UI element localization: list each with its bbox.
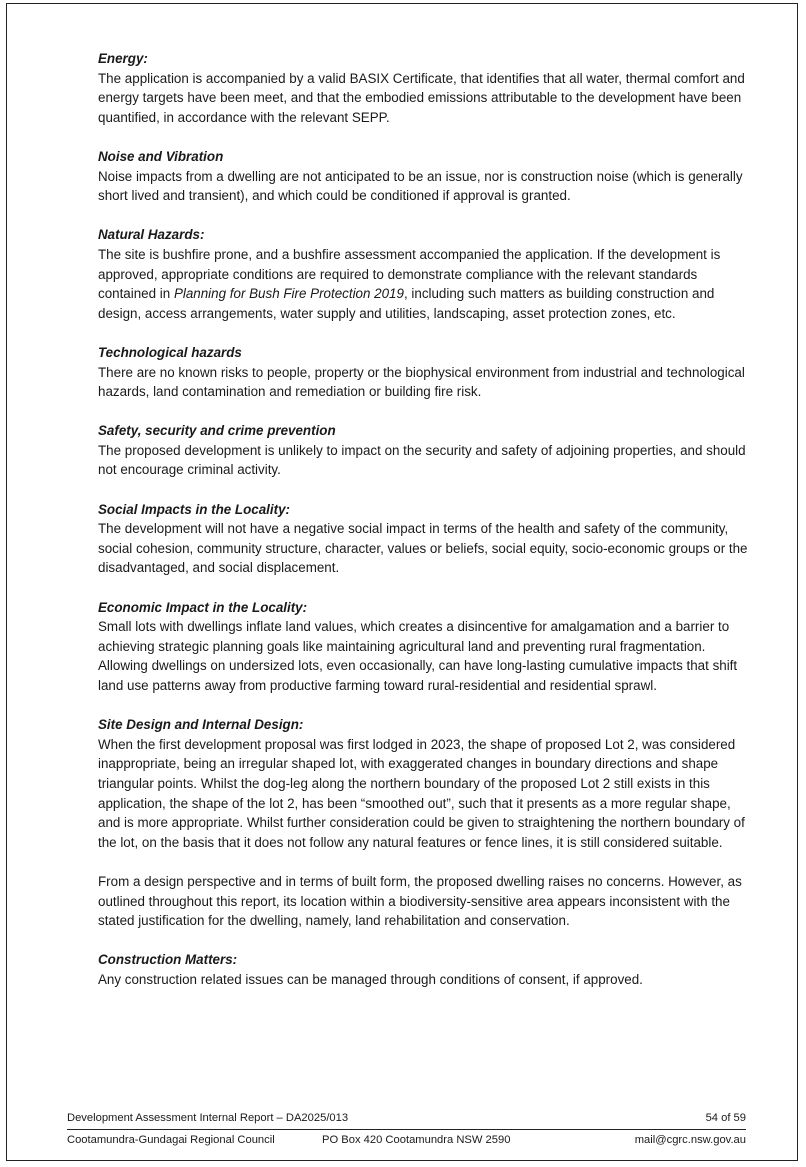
footer-divider xyxy=(67,1129,746,1130)
section-technological-hazards xyxy=(98,343,748,402)
section-design-perspective xyxy=(98,872,748,931)
section-economic-impact xyxy=(98,598,748,696)
section-noise-vibration xyxy=(98,147,748,206)
section-construction-matters xyxy=(98,950,748,989)
contact-email: mail@cgrc.nsw.gov.au xyxy=(634,1134,746,1146)
section-heading: Technological hazards xyxy=(98,344,242,360)
section-heading: Site Design and Internal Design: xyxy=(98,717,304,733)
section-site-design xyxy=(98,715,748,852)
section-heading: Construction Matters: xyxy=(98,952,238,968)
page-footer-top xyxy=(67,1111,746,1125)
document-title-reference: Planning for Bush Fire Protection 2019 xyxy=(173,286,404,302)
report-title: Development Assessment Internal Report – DA2025/013 xyxy=(67,1112,349,1124)
postal-address: PO Box 420 Cootamundra NSW 2590 xyxy=(322,1134,511,1146)
paragraph-text: , including such matters as building construction and design, access arrangements, water supply and utilities, landscaping, asset protection zones, etc. xyxy=(98,286,715,321)
section-paragraph: When the first development proposal was first lodged in 2023, the shape of proposed Lot 2, was considered inappropriate, being an irregular shaped lot, with exaggerated changes in boundary directions and shape triangular points. Whilst the dog-leg along the northern boundary of the proposed Lot 2 still exists in this application, the shape of the lot 2, has been “smoothed out”, such that it presents as a more regular shape, and is more appropriate. Whilst further consideration could be given to straightening the northern boundary of the lot, on the basis that it does not follow any natural features or fence lines, it is still considered suitable. xyxy=(98,736,745,850)
section-paragraph: The application is accompanied by a valid BASIX Certificate, that identifies that all water, thermal comfort and energy targets have been meet, and that the embodied emissions attributable to the development have been quantified, in accordance with the relevant SEPP. xyxy=(98,70,745,125)
section-paragraph: Any construction related issues can be managed through conditions of consent, if approved. xyxy=(98,971,643,987)
section-natural-hazards xyxy=(98,225,748,323)
section-paragraph: Noise impacts from a dwelling are not anticipated to be an issue, nor is construction noise (which is generally short lived and transient), and which could be conditioned if approval is granted. xyxy=(98,168,743,204)
section-paragraph: There are no known risks to people, property or the biophysical environment from industrial and technological hazards, land contamination and remediation or building fire risk. xyxy=(98,364,745,400)
section-paragraph xyxy=(98,245,748,323)
page-number: 54 of 59 xyxy=(705,1112,746,1124)
section-heading: Social Impacts in the Locality: xyxy=(98,501,290,517)
section-heading: Noise and Vibration xyxy=(98,148,224,164)
paragraph-text: The site is bushfire prone, and a bushfire assessment accompanied the application. If the development is approved, appropriate conditions are required to demonstrate compliance with the relevant standards contained in xyxy=(98,246,721,302)
section-heading: Natural Hazards: xyxy=(98,227,205,243)
page-footer-bottom xyxy=(67,1133,746,1147)
section-energy xyxy=(98,49,748,127)
document-body xyxy=(98,49,748,990)
section-paragraph: Small lots with dwellings inflate land values, which creates a disincentive for amalgamation and a barrier to achieving strategic planning goals like maintaining agricultural land and preventing rural fragmentation. Allowing dwellings on undersized lots, even occasionally, can have long-lasting cumulative impacts that shift land use patterns away from productive farming toward rural-residential and residential sprawl. xyxy=(98,619,738,693)
section-paragraph: From a design perspective and in terms of built form, the proposed dwelling raises no concerns. However, as outlined throughout this report, its location within a biodiversity-sensitive area appears inconsistent with the stated justification for the dwelling, namely, land rehabilitation and conservation. xyxy=(98,873,742,929)
section-heading: Economic Impact in the Locality: xyxy=(98,599,308,615)
section-heading: Safety, security and crime prevention xyxy=(98,423,336,439)
section-safety-security xyxy=(98,421,748,480)
council-name: Cootamundra-Gundagai Regional Council xyxy=(67,1134,275,1146)
section-paragraph: The proposed development is unlikely to impact on the security and safety of adjoining properties, and should not encourage criminal activity. xyxy=(98,442,746,478)
section-heading: Energy: xyxy=(98,51,148,66)
section-paragraph: The development will not have a negative social impact in terms of the health and safety of the community, social cohesion, community structure, character, values or beliefs, social equity, socio-economic groups or the disadvantaged, and social displacement. xyxy=(98,521,748,576)
section-social-impacts xyxy=(98,500,748,578)
